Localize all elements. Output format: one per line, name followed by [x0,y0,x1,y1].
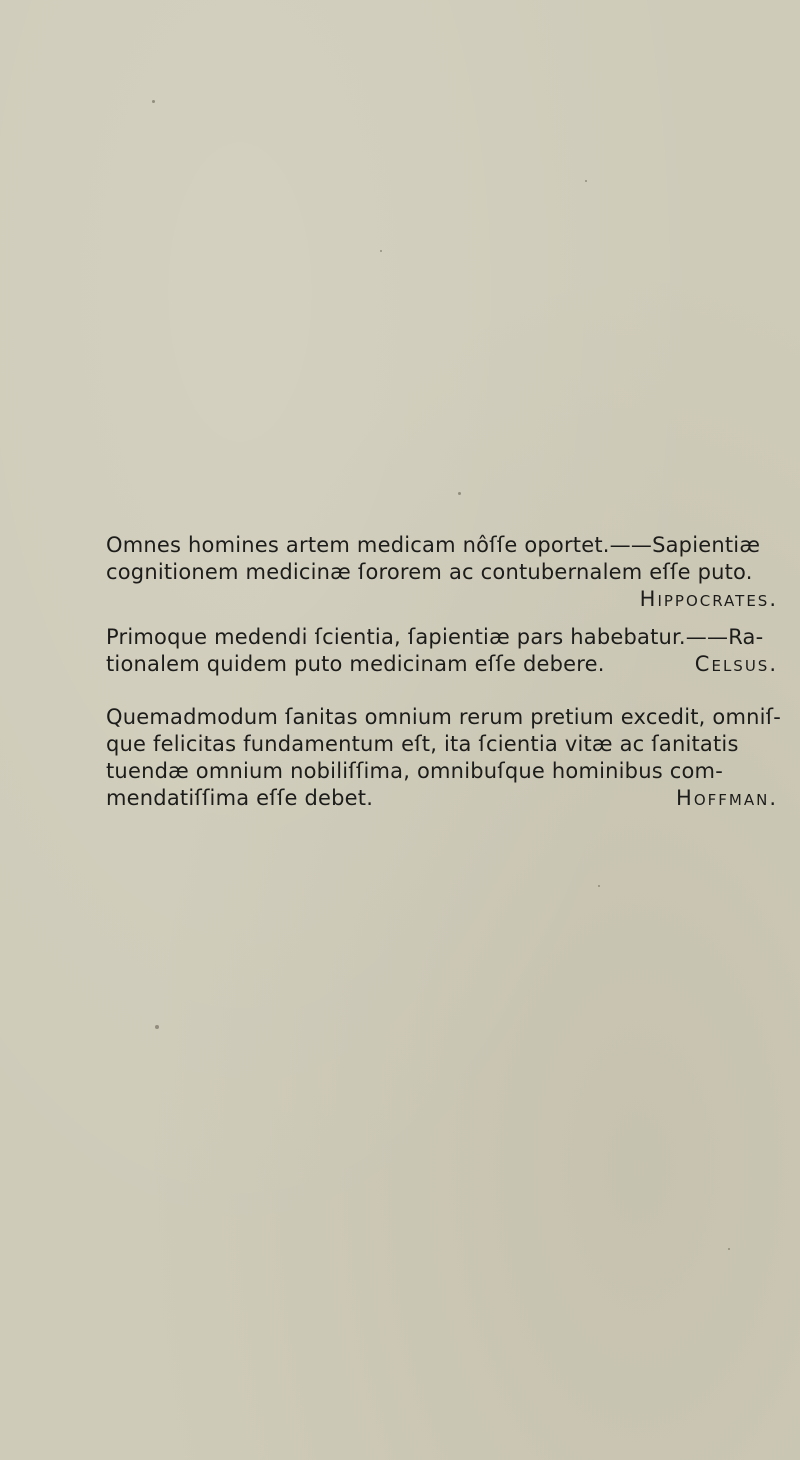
quote-author: Hippocrates. [639,587,778,611]
quote-celsus [106,624,778,678]
quote-line: que felicitas fundamentum eſt, ita ſcientia vitæ ac ſanitatis [106,732,739,756]
quote-line: Quemadmodum ſanitas omnium rerum pretium excedit, omniſ- [106,705,782,729]
quote-line: Omnes homines artem medicam nôſſe oportet.——Sapientiæ [106,533,761,557]
quote-line-text: mendatiſſima eſſe debet. [106,786,374,810]
quote-author: Hoffman. [676,786,778,810]
quote-line: tuendæ omnium nobiliſſima, omnibuſque hominibus com- [106,759,723,783]
quote-author: Celsus. [694,652,778,676]
quote-hippocrates [106,532,778,613]
quote-line: Primoque medendi ſcientia, ſapientiæ pars habebatur.——Ra- [106,625,764,649]
quote-line-text: tionalem quidem puto medicinam eſſe debere. [106,652,605,676]
quote-line-with-author [106,651,778,678]
quote-hoffman [106,704,782,812]
quote-line: cognitionem medicinæ ſororem ac contubernalem eſſe puto. [106,560,753,584]
quote-line-with-author [106,785,778,812]
